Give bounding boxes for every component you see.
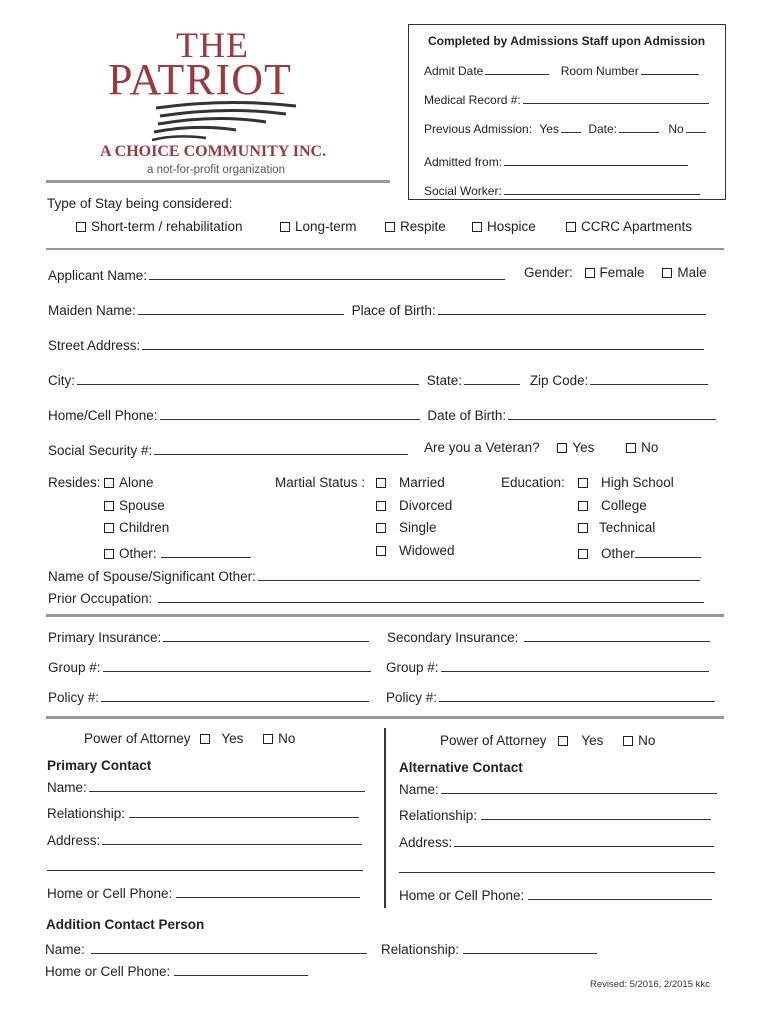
admit-date-label: Admit Date: [424, 64, 484, 78]
maiden-name-label: Maiden Name:: [48, 303, 136, 318]
alt-name-label: Name:: [399, 782, 439, 797]
room-number-field[interactable]: [641, 60, 699, 75]
alt-address-row: [399, 832, 714, 850]
poa-no-option-primary[interactable]: No: [263, 731, 295, 746]
addition-phone-field[interactable]: [174, 961, 308, 976]
state-field[interactable]: [464, 370, 520, 385]
group-field-primary[interactable]: [103, 657, 371, 672]
checkbox-icon[interactable]: [558, 736, 568, 746]
checkbox-icon[interactable]: [376, 546, 386, 556]
staff-box-title: Completed by Admissions Staff upon Admission: [428, 34, 706, 48]
group-label-primary: Group #:: [48, 660, 101, 675]
primary-phone-row: [47, 883, 360, 901]
occupation-field[interactable]: [158, 588, 704, 603]
veteran-yes-option[interactable]: Yes: [557, 440, 594, 455]
resides-other-field[interactable]: [161, 543, 251, 558]
addition-phone-label: Home or Cell Phone:: [45, 964, 171, 979]
marital-option[interactable]: Widowed: [376, 543, 455, 558]
divider: [46, 248, 724, 250]
primary-address-label: Address:: [47, 833, 101, 848]
checkbox-icon[interactable]: [104, 501, 114, 511]
street-field[interactable]: [142, 335, 704, 350]
admitted-from-label: Admitted from:: [424, 155, 503, 169]
education-option[interactable]: Technical: [578, 520, 655, 535]
checkbox-icon[interactable]: [578, 549, 588, 559]
primary-relationship-row: [47, 803, 359, 821]
checkbox-icon[interactable]: [104, 478, 114, 488]
primary-relationship-field[interactable]: [129, 803, 359, 818]
checkbox-icon[interactable]: [76, 222, 86, 232]
divider: [46, 716, 724, 719]
resides-label: Resides:: [48, 475, 101, 490]
street-label: Street Address:: [48, 338, 141, 353]
education-label: Education:: [501, 475, 565, 490]
policy-field-primary[interactable]: [101, 687, 369, 702]
poa-row-alt: [440, 733, 655, 748]
stay-option[interactable]: Hospice: [472, 219, 536, 234]
previous-admission-label: Previous Admission:: [424, 122, 533, 136]
occupation-label: Prior Occupation:: [48, 591, 153, 606]
checkbox-icon[interactable]: [104, 549, 114, 559]
previous-admission-date-field[interactable]: [619, 118, 659, 133]
poa-no-option-alt[interactable]: No: [623, 733, 655, 748]
poa-yes-option-alt[interactable]: Yes: [558, 733, 603, 748]
checkbox-icon[interactable]: [376, 501, 386, 511]
flag-swoosh-icon: [146, 100, 306, 144]
resides-option[interactable]: Children: [104, 520, 169, 535]
ssn-label: Social Security #:: [48, 443, 153, 458]
previous-admission-row: [424, 118, 706, 136]
secondary-insurance-field[interactable]: [524, 627, 710, 642]
maiden-name-row: [48, 300, 706, 318]
addition-name-field[interactable]: [91, 939, 367, 954]
checkbox-icon[interactable]: [578, 523, 588, 533]
alt-relationship-row: [399, 805, 711, 823]
alt-relationship-label: Relationship:: [399, 808, 478, 823]
checkbox-icon[interactable]: [557, 443, 567, 453]
previous-admission-date-label: Date:: [588, 122, 617, 136]
primary-relationship-label: Relationship:: [47, 806, 126, 821]
stay-option[interactable]: Long-term: [280, 219, 357, 234]
checkbox-icon[interactable]: [385, 222, 395, 232]
addition-relationship-field[interactable]: [463, 939, 597, 954]
street-row: [48, 335, 704, 353]
zip-label: Zip Code:: [529, 373, 589, 388]
education-option[interactable]: College: [578, 498, 647, 513]
phone-field[interactable]: [160, 405, 420, 420]
birthplace-label: Place of Birth:: [351, 303, 436, 318]
maiden-name-field[interactable]: [138, 300, 344, 315]
secondary-insurance-row: [387, 627, 710, 645]
medical-record-field[interactable]: [523, 89, 709, 104]
checkbox-icon[interactable]: [566, 222, 576, 232]
stay-option[interactable]: CCRC Apartments: [566, 219, 692, 234]
admitted-from-row: [424, 151, 688, 169]
primary-insurance-field[interactable]: [163, 627, 369, 642]
gender-male-option[interactable]: Male: [662, 265, 706, 280]
poa-yes-option-primary[interactable]: Yes: [200, 731, 243, 746]
poa-label-primary: Power of Attorney: [84, 731, 191, 746]
addition-relationship-label: Relationship:: [381, 942, 460, 957]
medical-record-label: Medical Record #:: [424, 93, 521, 107]
primary-name-row: [47, 777, 365, 795]
city-row: [48, 370, 708, 388]
veteran-label: Are you a Veteran?: [424, 440, 540, 455]
previous-admission-yes-field[interactable]: [561, 118, 581, 133]
medical-record-row: [424, 89, 709, 107]
marital-option[interactable]: Married: [376, 475, 445, 490]
alt-phone-field[interactable]: [528, 885, 712, 900]
policy-label-secondary: Policy #:: [386, 690, 438, 705]
admit-date-row: [424, 60, 699, 78]
admitted-from-field[interactable]: [504, 151, 688, 166]
social-worker-row: [424, 180, 700, 198]
checkbox-icon[interactable]: [578, 478, 588, 488]
revised-note: Revised: 5/2016, 2/2015 kkc: [590, 979, 710, 990]
veteran-no-option[interactable]: No: [626, 440, 658, 455]
checkbox-icon[interactable]: [585, 268, 595, 278]
policy-row-secondary: [386, 687, 715, 705]
education-option-other[interactable]: Other: [578, 543, 701, 561]
marital-option[interactable]: Divorced: [376, 498, 452, 513]
stay-option[interactable]: Respite: [385, 219, 446, 234]
checkbox-icon[interactable]: [263, 734, 273, 744]
alt-phone-label: Home or Cell Phone:: [399, 888, 525, 903]
policy-field-secondary[interactable]: [439, 687, 715, 702]
primary-phone-label: Home or Cell Phone:: [47, 886, 173, 901]
social-worker-field[interactable]: [504, 180, 700, 195]
divider: [46, 614, 724, 617]
checkbox-icon[interactable]: [626, 443, 636, 453]
primary-address-field[interactable]: [102, 830, 362, 845]
logo-patriot: PATRIOT: [108, 55, 292, 104]
group-label-secondary: Group #:: [386, 660, 439, 675]
veteran-row: [424, 440, 658, 455]
alt-contact-title: Alternative Contact: [399, 760, 523, 775]
dob-field[interactable]: [508, 405, 716, 420]
previous-admission-no-field[interactable]: [686, 118, 706, 133]
alt-name-field[interactable]: [441, 779, 717, 794]
alt-address-field[interactable]: [454, 832, 714, 847]
primary-address-row: [47, 830, 362, 848]
group-row-secondary: [386, 657, 709, 675]
stay-label: Type of Stay being considered:: [47, 196, 233, 211]
applicant-name-label: Applicant Name:: [48, 268, 148, 283]
alt-address-line2[interactable]: [399, 872, 715, 873]
logo-the: THE: [176, 25, 249, 65]
dob-label: Date of Birth:: [427, 408, 507, 423]
checkbox-icon[interactable]: [662, 268, 672, 278]
addition-name-row: [45, 939, 367, 957]
checkbox-icon[interactable]: [376, 478, 386, 488]
resides-option[interactable]: Alone: [104, 475, 154, 490]
occupation-row: [48, 588, 704, 606]
social-worker-label: Social Worker:: [424, 184, 502, 198]
checkbox-icon[interactable]: [104, 523, 114, 533]
spouse-field[interactable]: [258, 566, 700, 581]
logo-tagline: a not-for-profit organization: [147, 164, 286, 176]
gender-female-option[interactable]: Female: [585, 265, 645, 280]
birthplace-field[interactable]: [438, 300, 706, 315]
applicant-name-field[interactable]: [149, 265, 505, 280]
checkbox-icon[interactable]: [578, 501, 588, 511]
city-field[interactable]: [77, 370, 419, 385]
primary-name-label: Name:: [47, 780, 87, 795]
primary-insurance-label: Primary Insurance:: [48, 630, 162, 645]
group-field-secondary[interactable]: [441, 657, 709, 672]
primary-address-line2[interactable]: [47, 870, 363, 871]
primary-phone-field[interactable]: [176, 883, 360, 898]
gender-label: Gender:: [524, 265, 573, 280]
logo-rule: [46, 180, 390, 183]
room-number-label: Room Number: [560, 64, 639, 78]
stay-option[interactable]: Short-term / rehabilitation: [76, 219, 243, 234]
alt-phone-row: [399, 885, 712, 903]
column-divider: [384, 728, 386, 908]
checkbox-icon[interactable]: [623, 736, 633, 746]
primary-insurance-row: [48, 627, 369, 645]
ssn-field[interactable]: [154, 440, 408, 455]
state-label: State:: [426, 373, 463, 388]
gender-row: [524, 265, 707, 280]
zip-field[interactable]: [590, 370, 708, 385]
ssn-row: [48, 440, 408, 458]
education-option[interactable]: High School: [578, 475, 674, 490]
alt-name-row: [399, 779, 717, 797]
previous-admission-no: No: [668, 122, 684, 136]
logo-choice: A CHOICE COMMUNITY INC.: [100, 143, 327, 160]
poa-label-alt: Power of Attorney: [440, 733, 547, 748]
checkbox-icon[interactable]: [200, 734, 210, 744]
phone-label: Home/Cell Phone:: [48, 408, 158, 423]
addition-relationship-row: [381, 939, 597, 957]
poa-row-primary: [84, 731, 295, 746]
checkbox-icon[interactable]: [376, 523, 386, 533]
resides-option-other[interactable]: Other:: [104, 543, 251, 561]
addition-phone-row: [45, 961, 308, 979]
staff-box: [408, 24, 726, 200]
marital-label: Martial Status :: [275, 475, 366, 490]
admit-date-field[interactable]: [485, 60, 549, 75]
group-row-primary: [48, 657, 371, 675]
secondary-insurance-label: Secondary Insurance:: [387, 630, 519, 645]
alt-address-label: Address:: [399, 835, 453, 850]
policy-row-primary: [48, 687, 369, 705]
alt-relationship-field[interactable]: [481, 805, 711, 820]
resides-option[interactable]: Spouse: [104, 498, 165, 513]
policy-label-primary: Policy #:: [48, 690, 100, 705]
applicant-name-row: [48, 265, 505, 283]
primary-name-field[interactable]: [89, 777, 365, 792]
addition-contact-title: Addition Contact Person: [46, 917, 205, 932]
checkbox-icon[interactable]: [472, 222, 482, 232]
primary-contact-title: Primary Contact: [47, 758, 152, 773]
addition-name-label: Name:: [45, 942, 85, 957]
spouse-label: Name of Spouse/Significant Other:: [48, 569, 256, 584]
spouse-row: [48, 566, 700, 584]
checkbox-icon[interactable]: [280, 222, 290, 232]
previous-admission-yes: Yes: [539, 122, 559, 136]
phone-row: [48, 405, 716, 423]
marital-option[interactable]: Single: [376, 520, 437, 535]
education-other-field[interactable]: [635, 543, 701, 558]
city-label: City:: [48, 373, 75, 388]
